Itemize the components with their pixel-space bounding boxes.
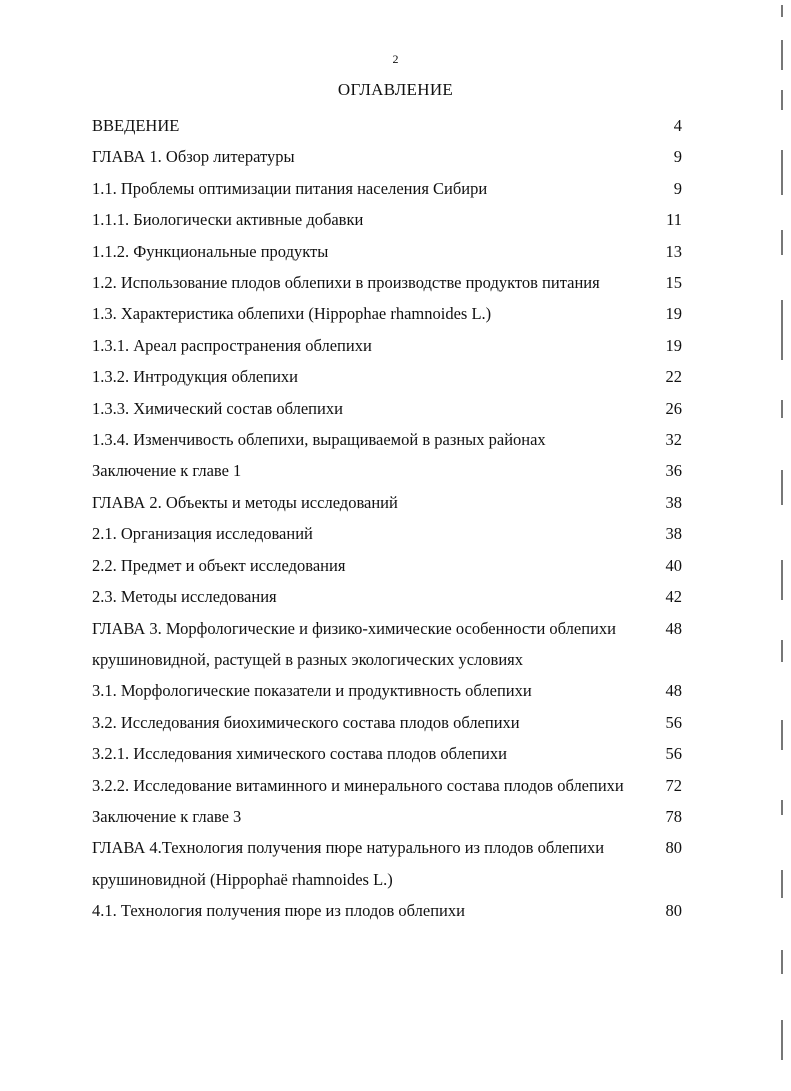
toc-entry-title: Заключение к главе 3 <box>92 806 242 826</box>
toc-entry-title: 3.1. Морфологические показатели и продуктивность облепихи <box>92 681 532 701</box>
toc-entry-page: 80 <box>665 901 682 921</box>
toc-entry-page: 32 <box>665 430 682 450</box>
scan-mark <box>781 90 783 110</box>
toc-entry <box>92 518 692 549</box>
scan-mark <box>781 40 783 70</box>
scan-mark <box>781 870 783 898</box>
toc-entry <box>92 675 692 706</box>
toc-entry-title: 2.2. Предмет и объект исследования <box>92 555 346 575</box>
scan-mark <box>781 400 783 418</box>
scan-edge-marks <box>781 0 789 1091</box>
scan-mark <box>781 640 783 662</box>
toc-entry-page: 19 <box>665 304 682 324</box>
toc-entry <box>92 173 692 204</box>
toc-entry-title: 1.1.1. Биологически активные добавки <box>92 210 364 230</box>
toc-entry-title: ГЛАВА 1. Обзор литературы <box>92 147 295 167</box>
toc-entry-page: 42 <box>665 587 682 607</box>
toc-entry-title: 1.3.4. Изменчивость облепихи, выращиваемой в разных районах <box>92 430 546 450</box>
toc-entry-title: 1.3.2. Интродукция облепихи <box>92 367 299 387</box>
toc-entry-page: 36 <box>665 461 682 481</box>
toc-entry-title: 1.2. Использование плодов облепихи в производстве продуктов питания <box>92 273 600 293</box>
toc-entry <box>92 832 692 895</box>
toc-entry-page: 72 <box>665 775 682 795</box>
toc-entry <box>92 236 692 267</box>
toc-entry <box>92 267 692 298</box>
toc-entry-page: 4 <box>673 116 682 135</box>
scan-mark <box>781 800 783 815</box>
scan-mark <box>781 300 783 360</box>
toc-entry <box>92 204 692 235</box>
toc-entry <box>92 424 692 455</box>
scan-mark <box>781 720 783 750</box>
toc-entry-title: 3.2. Исследования биохимического состава плодов облепихи <box>92 712 520 732</box>
toc-entry-page: 48 <box>665 618 682 638</box>
toc-entry-title: 1.3.3. Химический состав облепихи <box>92 398 343 418</box>
toc-entry <box>92 361 692 392</box>
toc-entry <box>92 581 692 612</box>
toc-entry-page: 9 <box>673 178 682 198</box>
scan-mark <box>781 1020 783 1060</box>
toc-entry-title: ГЛАВА 2. Объекты и методы исследований <box>92 492 398 512</box>
toc-entry <box>92 330 692 361</box>
scan-mark <box>781 470 783 505</box>
toc-entry-page: 9 <box>673 147 682 167</box>
toc-entry <box>92 298 692 329</box>
toc-entry <box>92 801 692 832</box>
toc-entry-title: ГЛАВА 4.Технология получения пюре натурального из плодов облепихи крушиновидной (Hippophaë rhamnoides L.) <box>92 838 605 889</box>
toc-entry-title: 1.3.1. Ареал распространения облепихи <box>92 335 372 355</box>
toc-entry <box>92 613 692 676</box>
toc-entry-page: 80 <box>665 838 682 858</box>
toc-entry <box>92 895 692 926</box>
toc-entry <box>92 141 692 172</box>
toc-entry-page: 13 <box>665 241 682 261</box>
toc-entry-page: 40 <box>665 555 682 575</box>
toc-entry-page: 22 <box>665 367 682 387</box>
scan-mark <box>781 230 783 255</box>
page-title: ОГЛАВЛЕНИЕ <box>337 80 454 99</box>
toc-entry <box>92 110 692 141</box>
toc-entry-page: 26 <box>665 398 682 418</box>
toc-entry-title: 2.3. Методы исследования <box>92 587 277 607</box>
toc-entry-page: 19 <box>665 335 682 355</box>
toc-entry <box>92 738 692 769</box>
toc-entry-page: 78 <box>665 806 682 826</box>
toc-entry-title: 2.1. Организация исследований <box>92 524 313 544</box>
toc-entry-page: 11 <box>666 210 682 230</box>
toc-entry-title: 3.2.1. Исследования химического состава плодов облепихи <box>92 744 507 764</box>
toc-entry-page: 15 <box>665 273 682 293</box>
toc-entry-title: 1.1.2. Функциональные продукты <box>92 241 329 261</box>
toc-entry <box>92 550 692 581</box>
toc-entry-page: 38 <box>665 492 682 512</box>
toc-entry-title: ВВЕДЕНИЕ <box>92 116 180 135</box>
toc-entry-title: 3.2.2. Исследование витаминного и минерального состава плодов облепихи <box>92 775 624 795</box>
toc-entry-page: 38 <box>665 524 682 544</box>
toc-entry-page: 48 <box>665 681 682 701</box>
toc-entry-page: 56 <box>665 712 682 732</box>
toc-entry <box>92 393 692 424</box>
toc-entry <box>92 707 692 738</box>
scan-mark <box>781 950 783 974</box>
scan-mark <box>781 560 783 600</box>
page-number: 2 <box>392 52 399 66</box>
toc-entry-title: 4.1. Технология получения пюре из плодов облепихи <box>92 901 465 921</box>
table-of-contents <box>92 110 692 927</box>
toc-entry-title: Заключение к главе 1 <box>92 461 242 481</box>
toc-entry-title: 1.3. Характеристика облепихи (Hippophae rhamnoides L.) <box>92 304 492 324</box>
scan-mark <box>781 5 783 17</box>
toc-entry-page: 56 <box>665 744 682 764</box>
toc-entry-title: ГЛАВА 3. Морфологические и физико-химические особенности облепихи крушиновидной, растущей в разных экологических условиях <box>92 618 616 669</box>
toc-entry <box>92 770 692 801</box>
scan-mark <box>781 150 783 195</box>
toc-entry <box>92 455 692 486</box>
toc-entry <box>92 487 692 518</box>
toc-entry-title: 1.1. Проблемы оптимизации питания населения Сибири <box>92 178 488 198</box>
